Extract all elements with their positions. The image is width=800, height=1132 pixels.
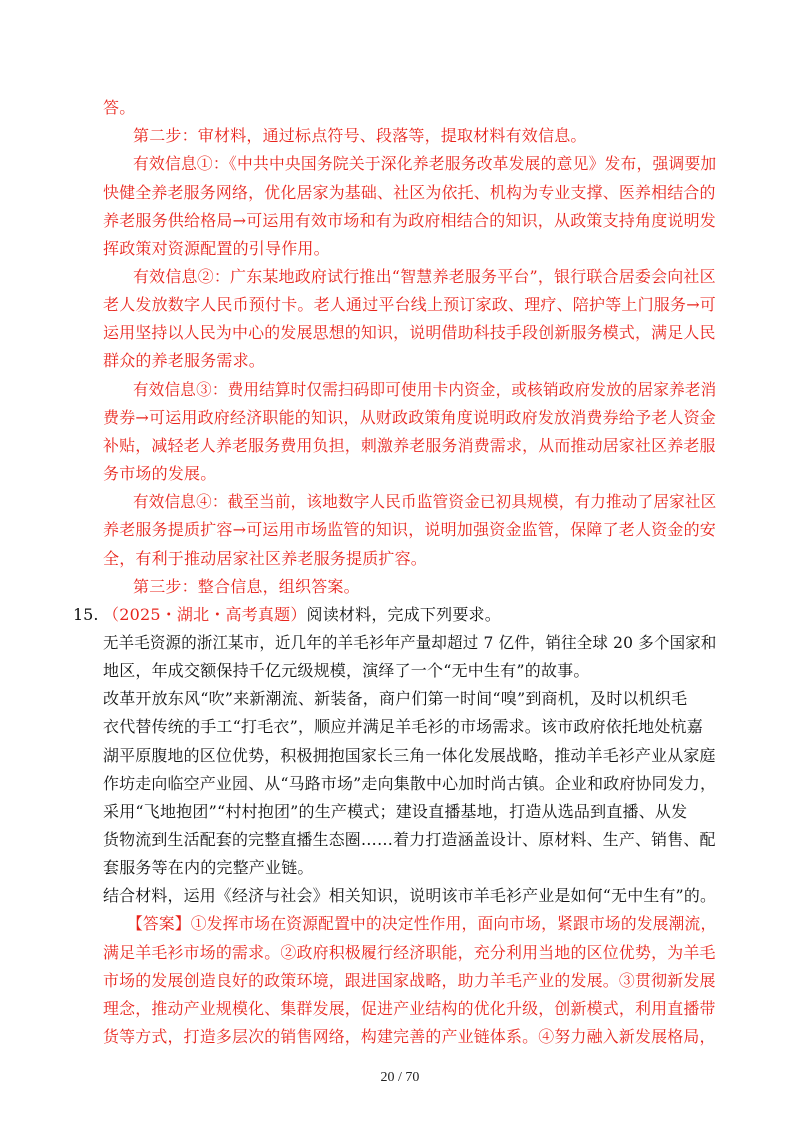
material-line: 衣代替传统的手工“打毛衣”，顺应并满足羊毛衫的市场需求。该市政府依托地处杭嘉	[103, 717, 703, 736]
material-line: 作坊走向临空产业园、从“马路市场”走向集散中心加时尚古镇。企业和政府协同发力，	[103, 774, 717, 793]
info-line: 有效信息③：费用结算时仅需扫码即可使用卡内资金，或核销政府发放的居家养老消	[133, 380, 717, 399]
material-line: 无羊毛资源的浙江某市，近几年的羊毛衫年产量却超过 7 亿件，销往全球 20 多个国家和	[103, 633, 717, 652]
info-line: 快健全养老服务网络，优化居家为基础、社区为依托、机构为专业支撑、医养相结合的	[103, 183, 716, 202]
answer-line: 理念，推动产业规模化、集群发展，促进产业结构的优化升级，创新模式，利用直播带	[103, 999, 716, 1018]
question-source: （2025・湖北・高考真题）	[103, 605, 307, 624]
answer-line: 市场的发展创造良好的政策环境，跟进国家战略，助力羊毛产业的发展。③贯彻新发展	[103, 971, 716, 990]
material-line: 货物流到生活配套的完整直播生态圈……着力打造涵盖设计、原材料、生产、销售、配	[103, 830, 716, 849]
info-line: 费券→可运用政府经济职能的知识，从财政政策角度说明政府发放消费券给予老人资金	[103, 408, 717, 427]
question-prompt: 阅读材料，完成下列要求。	[306, 605, 501, 624]
material-line: 改革开放东风“吹”来新潮流、新装备，商户们第一时间“嗅”到商机，及时以机织毛	[103, 689, 688, 708]
info-line: 有效信息④：截至当前，该地数字人民币监管资金已初具规模，有力推动了居家社区	[133, 492, 717, 511]
info-line: 运用坚持以人民为中心的发展思想的知识，说明借助科技手段创新服务模式，满足人民	[103, 323, 716, 342]
info-line: 有效信息①：《中共中央国务院关于深化养老服务改革发展的意见》发布，强调要加	[133, 154, 717, 173]
question-header	[103, 605, 501, 625]
answer-text-line: 答。	[103, 98, 136, 117]
answer-line: 【答案】①发挥市场在资源配置中的决定性作用，面向市场，紧跟市场的发展潮流，	[127, 914, 717, 933]
material-line: 地区，年成交额保持千亿元级规模，演绎了一个“无中生有”的故事。	[103, 661, 590, 680]
info-line: 务市场的发展。	[103, 464, 217, 483]
answer-line: 货等方式，打造多层次的销售网络，构建完善的产业链体系。④努力融入新发展格局，	[103, 1027, 716, 1046]
step-heading: 第三步：整合信息，组织答案。	[133, 577, 360, 596]
info-line: 老人发放数字人民币预付卡。老人通过平台线上预订家政、理疗、陪护等上门服务→可	[103, 295, 717, 314]
material-line: 套服务等在内的完整产业链。	[103, 858, 314, 877]
material-line: 湖平原腹地的区位优势，积极拥抱国家长三角一体化发展战略，推动羊毛衫产业从家庭	[103, 746, 716, 765]
question-number: 15.	[73, 605, 99, 624]
info-line: 全，有利于推动居家社区养老服务提质扩容。	[103, 549, 428, 568]
info-line: 养老服务提质扩容→可运用市场监管的知识，说明加强资金监管，保障了老人资金的安	[103, 520, 717, 539]
info-line: 有效信息②：广东某地政府试行推出“智慧养老服务平台”，银行联合居委会向社区	[133, 267, 716, 286]
answer-line: 满足羊毛衫市场的需求。②政府积极履行经济职能，充分利用当地的区位优势，为羊毛	[103, 943, 716, 962]
info-line: 补贴，减轻老人养老服务费用负担，刺激养老服务消费需求，从而推动居家社区养老服	[103, 436, 716, 455]
info-line: 群众的养老服务需求。	[103, 351, 266, 370]
page-indicator: 20 / 70	[380, 1070, 420, 1085]
info-line: 养老服务供给格局→可运用有效市场和有为政府相结合的知识，从政策支持角度说明发	[103, 211, 717, 230]
question-requirement: 结合材料，运用《经济与社会》相关知识，说明该市羊毛衫产业是如何“无中生有”的。	[103, 886, 717, 905]
material-line: 采用“飞地抱团”“村村抱团”的生产模式；建设直播基地，打造从选品到直播、从发	[103, 802, 688, 821]
step-heading: 第二步：审材料，通过标点符号、段落等，提取材料有效信息。	[133, 126, 587, 145]
info-line: 挥政策对资源配置的引导作用。	[103, 239, 330, 258]
